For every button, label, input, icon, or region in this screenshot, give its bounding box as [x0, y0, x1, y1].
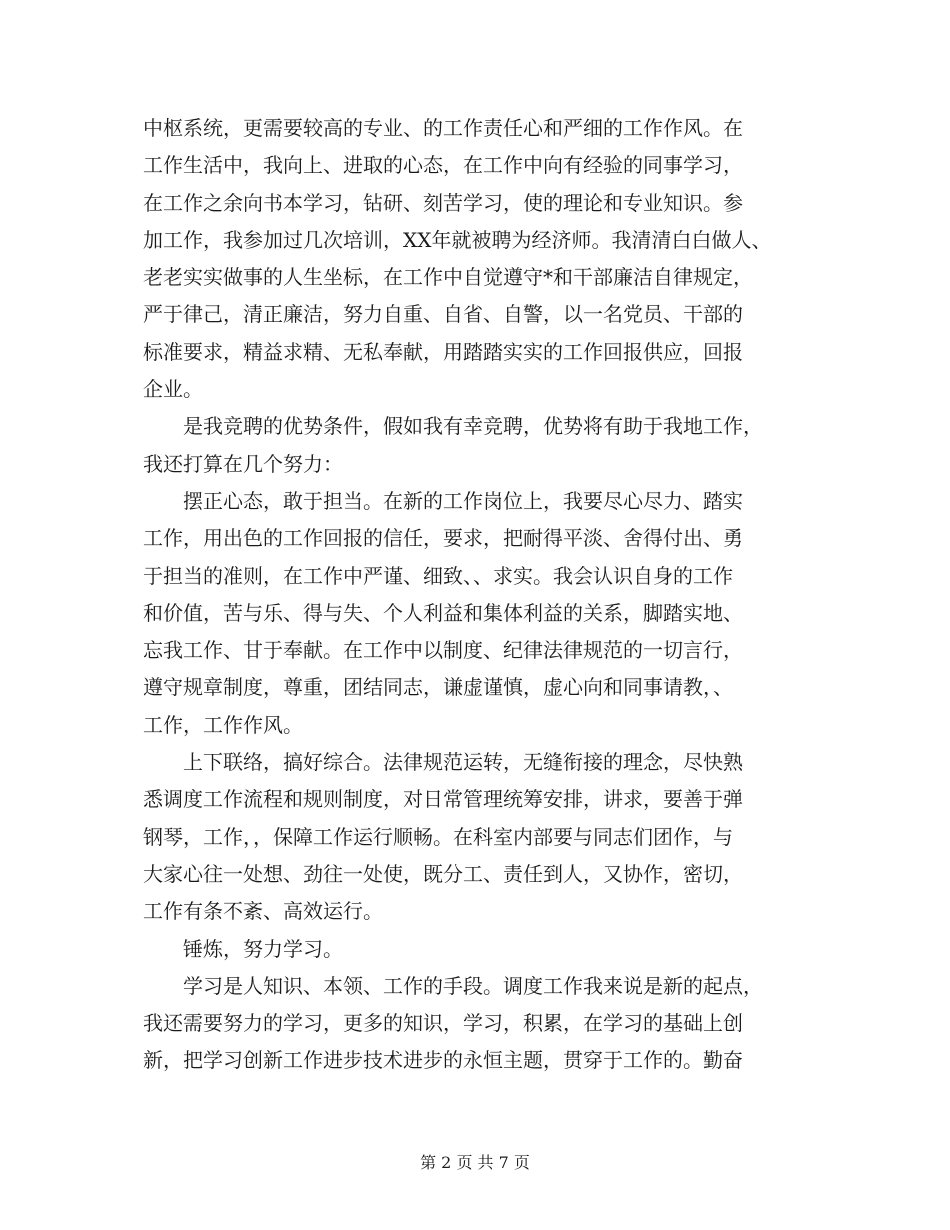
text-line: 和价值，苦与乐、得与失、个人利益和集体利益的关系，脚踏实地、 — [143, 600, 743, 625]
document-body — [143, 110, 823, 1080]
text-line: 遵守规章制度，尊重，团结同志，谦虚谨慎，虚心向和同事请教，、 — [143, 675, 733, 700]
text-line: 悉调度工作流程和规则制度，对日常管理统筹安排，讲求，要善于弹 — [143, 787, 743, 812]
text-line: 新，把学习创新工作进步技术进步的永恒主题，贯穿于工作的。勤奋 — [143, 1048, 743, 1073]
text-line: 标准要求，精益求精、无私奉献，用踏踏实实的工作回报供应，回报 — [143, 339, 743, 364]
text-line: 加工作，我参加过几次培训，XX年就被聘为经济师。我清清白白做人、 — [143, 227, 772, 252]
paragraph-first-line: 上下联络，搞好综合。法律规范运转，无缝衔接的理念，尽快熟 — [183, 750, 743, 775]
text-line: 忘我工作、甘于奉献。在工作中以制度、纪律法律规范的一切言行， — [143, 638, 743, 663]
text-line: 于担当的准则，在工作中严谨、细致、、求实。我会认识自身的工作 — [143, 563, 733, 588]
text-line: 我还打算在几个努力： — [143, 451, 343, 476]
text-line: 我还需要努力的学习，更多的知识，学习，积累，在学习的基础上创 — [143, 1011, 743, 1036]
page-number-footer: 第 2 页 共 7 页 — [420, 1153, 530, 1172]
paragraph-first-line: 摆正心态，敢于担当。在新的工作岗位上，我要尽心尽力、踏实 — [183, 488, 743, 513]
text-line: 钢琴，工作，，保障工作运行顺畅。在科室内部要与同志们团作，与 — [143, 824, 733, 849]
paragraph-first-line: 是我竞聘的优势条件，假如我有幸竞聘，优势将有助于我地工作， — [183, 414, 763, 439]
text-line: 在工作之余向书本学习，钻研、刻苦学习，使的理论和专业知识。参 — [143, 190, 743, 215]
text-line: 工作，工作作风。 — [143, 712, 303, 737]
text-line: 大家心往一处想、劲往一处使，既分工、责任到人，又协作，密切， — [143, 861, 743, 886]
text-line: 老老实实做事的人生坐标，在工作中自觉遵守*和干部廉洁自律规定， — [143, 265, 753, 290]
text-line: 严于律己，清正廉洁，努力自重、自省、自警，以一名党员、干部的 — [143, 302, 743, 327]
text-line: 工作生活中，我向上、进取的心态，在工作中向有经验的同事学习， — [143, 153, 743, 178]
text-line: 中枢系统，更需要较高的专业、的工作责任心和严细的工作作风。在 — [143, 116, 743, 140]
paragraph-first-line: 学习是人知识、本领、工作的手段。调度工作我来说是新的起点， — [183, 973, 763, 998]
text-line: 企业。 — [143, 377, 203, 402]
paragraph-first-line: 锤炼，努力学习。 — [183, 936, 343, 961]
text-line: 工作，用出色的工作回报的信任，要求，把耐得平淡、舍得付出、勇 — [143, 526, 743, 551]
text-line: 工作有条不紊、高效运行。 — [143, 899, 383, 924]
